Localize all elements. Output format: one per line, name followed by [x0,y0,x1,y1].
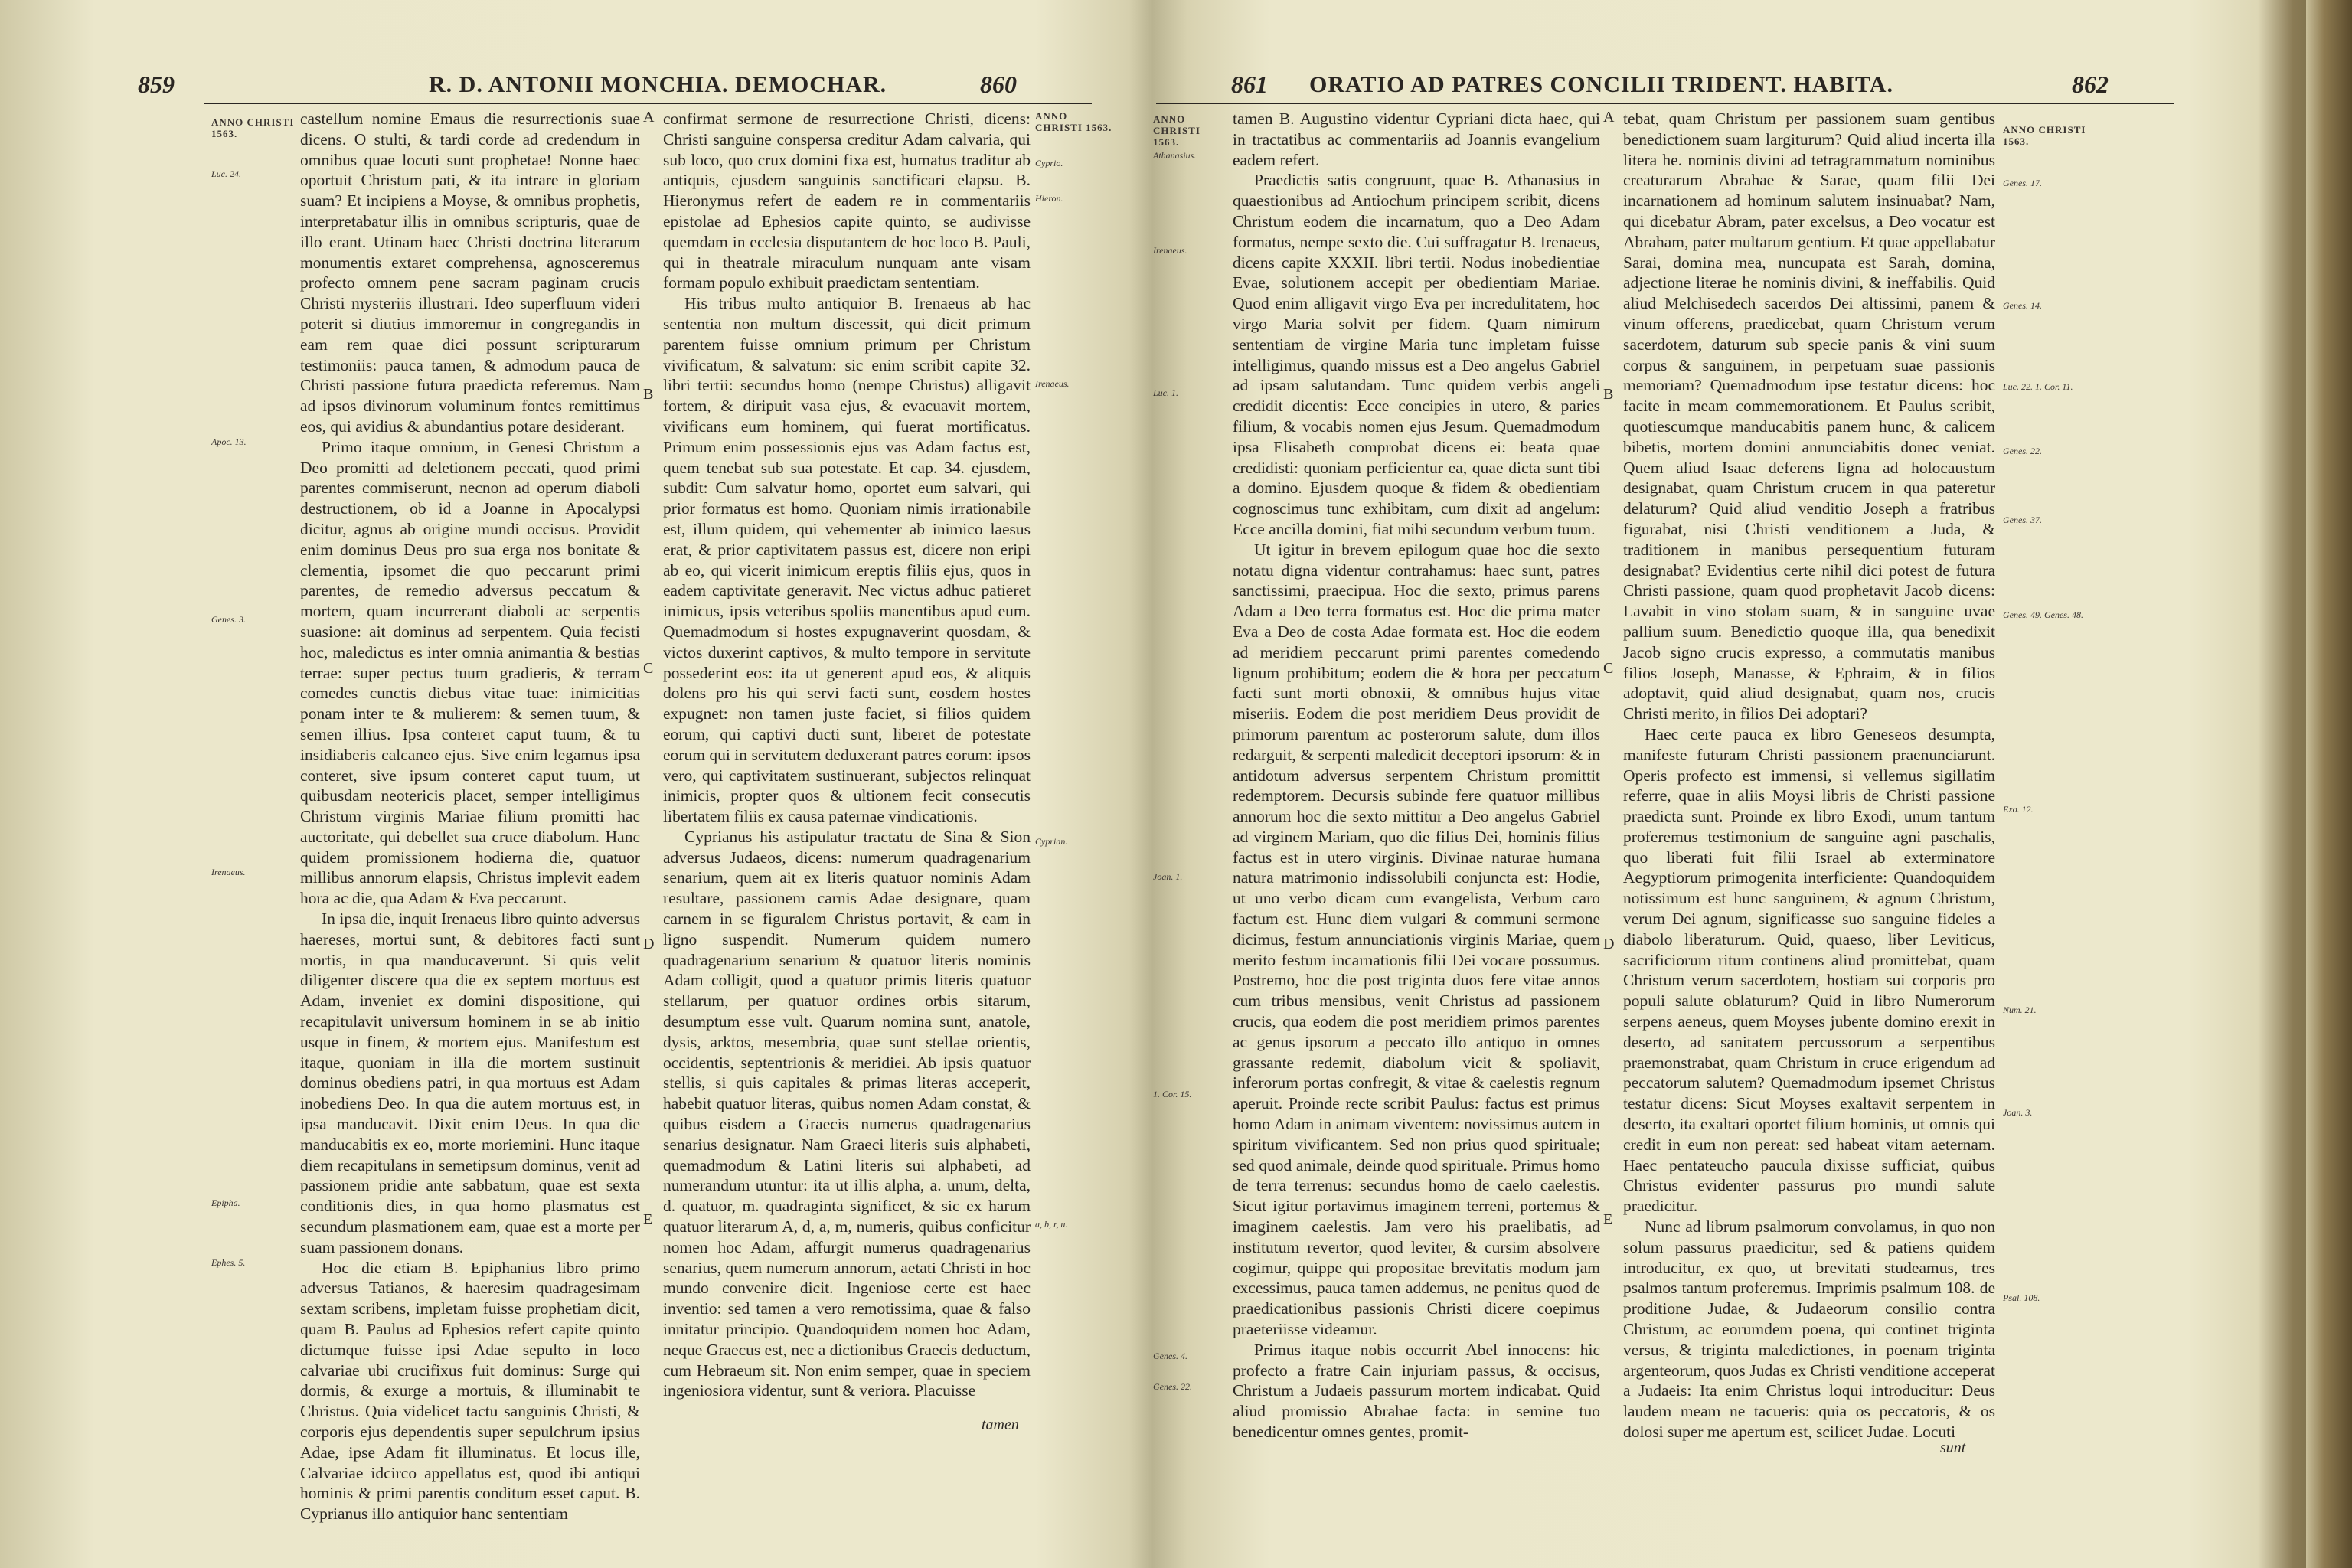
margin-year-note: ANNO CHRISTI 1563. [1035,110,1112,133]
left-page [0,0,1122,1568]
margin-reference: Genes. 4. [1153,1351,1187,1361]
right-page-column-2 [1623,109,1995,1441]
margin-reference: Luc. 22. 1. Cor. 11. [2003,381,2073,392]
page-number: 859 [138,70,175,98]
paragraph: confirmat sermone de resurrectione Christi, dicens: Christi sanguine conspersa creditur Adam calvaria, qui sub loco, quo crux domini fixa est, humatus traditur ab antiquis, ejusdem sanguinis sanctificari elapsu. B. Hieronymus refert de eadem re in commentariis epistolae ad Ephesios capite quinto, se audivisse quemdam in ecclesia disputantem de hoc loco B. Pauli, qui in theatrale miraculum nunquam ante visam formam populo exhibuit praedictam sententiam. [663,109,1031,292]
left-page-column-2 [663,109,1031,1400]
margin-year-note: ANNO CHRISTI 1563. [211,116,295,139]
section-letter: A [643,109,655,126]
catchword: tamen [982,1416,1019,1433]
margin-reference: Num. 21. [2003,1004,2037,1015]
paragraph: Primo itaque omnium, in Genesi Christum a Deo promitti ad deletionem peccati, quod primi parentes commiserunt, necnon ad operum diaboli destructionem, ob id a Joanne in Apocalypsi dicitur, agnus ab origine mundi occisus. Providit enim dominus Deus pro sua erga nos bonitate & clementia, ipsomet die quo peccarunt primi parentes, de remedio adversus peccatum & mortem, quam incurrerant diaboli ac serpentis suasione: ait dominus ad serpentem. Quia fecisti hoc, maledictus es inter omnia animantia & bestias terrae: super pectus tuum gradieris, & terram comedes cunctis diebus vitae tuae: inimicitias ponam inter te & mulierem: & semen tuum, & semen illius. Ipsa conteret caput tuum, & tu insidiaberis calcaneo ejus. Sive enim legamus ipsa conteret, sive ipsum conteret caput tuum, ut quibusdam neotericis placet, semper intelligimus Christum virginis Mariae filium promitti hac auctoritate, qui debellet sua cruce diabolum. Hanc quidem promissionem hodierna die, quatuor millibus annorum elapsis, Christus implevit eadem hora ac die, qua Adam & Eva peccarunt. [300,437,640,908]
book-edge [2306,0,2352,1568]
margin-reference: Irenaeus. [1035,378,1070,389]
margin-reference: a, b, r, u. [1035,1219,1068,1230]
paragraph: castellum nomine Emaus die resurrectionis suae dicens. O stulti, & tardi corde ad credendum in omnibus quae locuti sunt prophetae! Nonne haec oportuit Christum pati, & ita intrare in gloriam suam? Et incipiens a Moyse, & omnibus prophetis, interpretabatur illis in omnibus scripturis, quae de illo erant. Utinam haec Christi doctrina literarum monumentis extaret comprehensa, agnosceremus profecto omnem pene sacram paginam crucis Christi mysteriis illustrari. Ideo superfluum videri poterit si diutius immoremur in congregandis in eam rem quae dici possunt scripturarum testimoniis: pauca tamen, & admodum pauca de Christi passione futura praedicta referemus. Nam ad ipsos divinorum voluminum fontes remittimus eos, qui avidius & abundantius potare desiderant. [300,109,640,436]
margin-reference: Athanasius. [1153,150,1197,161]
section-letter: C [643,660,654,677]
margin-reference: Genes. 3. [211,614,246,625]
paragraph: Nunc ad librum psalmorum convolamus, in quo non solum passurus praedicitur, sed & patiens quidem introducitur, ex quo, ut brevitati studeamus, tres psalmos tantum proferemus. Imprimis psalmum 108. de proditione Judae, & Judaeorum consilio contra Christum, ac eorumdem poena, qui continet triginta versus, & triginta maledictiones, in poenam triginta argenteorum, quos Judas ex Christi venditione acceperat a Judaeis: Ita enim Christus loqui introducitur: Deus laudem meam ne tacueris: quia os peccatoris, & os dolosi super me apertum est, scilicet Judae. Locuti [1623,1217,1995,1441]
page-number: 862 [2072,70,2109,98]
margin-reference: Genes. 22. [1153,1381,1192,1392]
margin-reference: Genes. 14. [2003,300,2042,311]
margin-reference: 1. Cor. 15. [1153,1089,1192,1099]
margin-reference: Irenaeus. [1153,245,1187,256]
margin-reference: Exo. 12. [2003,804,2034,815]
margin-reference: Irenaeus. [211,867,246,877]
paragraph: Ut igitur in brevem epilogum quae hoc die sexto notatu digna videntur contrahamus: haec sunt, patres sanctissimi, praecipua. Hoc die sexto, primus parens Adam a Deo terra formatus est. Hoc die prima mater Eva a Deo de costa Adae formata est. Hoc die eodem ad meridiem peccarunt primi parentes comedendo lignum prohibitum; eodem die & hora per peccatum facti sunt morti obnoxii, & omnibus hujus vitae miseriis. Eodem die post meridiem Deus providit de primorum parentum ac posterorum salute, dum illos redarguit, & serpenti maledicit deceptori ipsorum: & in antidotum adversus serpentem Christum promittit redemptorem. Decursis subinde fere quatuor millibus annorum hoc die sexto mittitur a Deo angelus Gabriel ad virginem Mariam, quo die filius Dei, hominis filius factus est in utero virginis. Divinae naturae humana natura matrimonio indissolubili conjuncta est: Hodie, ut uno verbo dicam cum evangelista, Verbum caro factum est. Hunc diem vulgari & communi sermone dicimus, festum annunciationis virginis Mariae, quem merito festum incarnationis filii Dei vocare possumus. Postremo, hoc die post triginta duos fere vitae annos cum tribus mensibus, venit Christus ad passionem crucis, qua eodem die post meridiem primos parentes ac genus ipsorum a peccato illo antiquo in omnes grassante redemit, diabolum vicit & spoliavit, inferorum portas confregit, & vitae & caelestis regnum aperuit. Proinde recte scribit Paulus: factus est primus homo Adam in animam viventem: novissimus autem in spiritum vivificantem. Sed non prius quod spirituale; sed quod animale, deinde quod spirituale. Primus homo de terra terrenus: secundus homo de caelo caelestis. Sicut igitur portavimus imaginem terreni, portemus & imaginem caelestis. Jam vero his praelibatis, ad institutum revertor, quod leviter, & cursim absolvere cogimur, quippe qui propositae brevitatis modum jam excessimus, pauca tamen addemus, ne penitus quod de praedicationibus passionis Christi dicere coepimus praeteriisse videamur. [1233,540,1600,1339]
margin-reference: Luc. 24. [211,168,241,179]
catchword: sunt [1940,1439,1966,1456]
margin-reference: Luc. 1. [1153,387,1178,398]
paragraph: Hoc die etiam B. Epiphanius libro primo adversus Tatianos, & haeresim quadragesimam sextam scribens, impletam fuisse prophetiam dicit, quam B. Paulus ad Ephesios refert capite quinto dictumque fuisse ipsi Adae sepulto in loco calvariae ubi crucifixus fuit dominus: Surge qui dormis, & exurge a mortuis, & illuminabit te Christus. Quia videlicet tactu sanguinis Christi, & corporis ejus dependentis super sepulchrum ipsius Adae, ipse Adam fit illuminatus. Et locus ille, Calvariae idcirco appellatus est, quod ibi antiqui hominis & primi parentis conditum esset caput. B. Cyprianus illo antiquior hanc sententiam [300,1258,640,1524]
paragraph: Praedictis satis congruunt, quae B. Athanasius in quaestionibus ad Antiochum principem scribit, dicens Christum eodem die incarnatum, quo a Deo Adam formatus, nempe sexto die. Cui suffragatur B. Irenaeus, dicens capite XXXII. libri tertii. Nodus inobedientiae Evae, solutionem accepit per obedientiam Mariae. Quod enim alligavit virgo Eva per incredulitatem, hoc virgo Maria solvit per fidem. Quam nimirum sententiam de virgine Maria tunc impletam fuisse intelligimus, quando missus est a Deo angelus Gabriel ad ipsam salutandam. Tunc quidem verbis angeli credidit dicentis: Ecce concipies in utero, & paries filium, & vocabis nomen ejus Jesum. Quemadmodum ipsa Elisabeth comprobat dicens ei: beata quae credidisti: quoniam perficientur ea, quae dicta sunt tibi a domino. Ejusdem quoque & fidem & obedientiam cognoscimus tunc exhibitam, cum dixit ad angelum: Ecce ancilla domini, fiat mihi secundum verbum tuum. [1233,171,1600,538]
paragraph: tamen B. Augustino videntur Cypriani dicta haec, qui in tractatibus ac commentariis ad Joannis evangelium eadem refert. [1233,109,1600,169]
margin-reference: Ephes. 5. [211,1257,246,1268]
margin-year-note: ANNO CHRISTI 1563. [2003,124,2086,147]
left-page-column-1 [300,109,640,1524]
margin-year-note: ANNO CHRISTI 1563. [1153,113,1200,148]
running-head: R. D. ANTONII MONCHIA. DEMOCHAR. [429,72,887,97]
section-letter: D [1603,936,1615,952]
left-margin-notes [1153,109,1230,1392]
page-number: 861 [1231,70,1268,98]
section-letter: D [643,936,655,952]
margin-reference: Epipha. [211,1197,240,1208]
right-margin-notes [1035,109,1118,1380]
section-letter: A [1603,109,1615,126]
margin-reference: Psal. 108. [2003,1292,2040,1303]
paragraph: His tribus multo antiquior B. Irenaeus ab hac sententia non multum discessit, qui dicit primum parentem fuisse omnium primum per Christum vivificatum, & salvatum: sic enim scribit capite 32. libri tertii: secundus homo (nempe Christus) alligavit fortem, & diripuit vasa ejus, & evacuavit mortem, vivificans eum hominem, qui fuerat mortificatus. Primum enim possessionis ejus vas Adam factus est, quem tenebat sub sua potestate. Et cap. 34. ejusdem, subdit: Cum salvatur homo, oportet eum salvari, qui prior formatus est homo. Quoniam nimis irrationabile est, illum quidem, qui vehementer ab inimico laesus erat, & prior captivitatem passus est, dicere non eripi ab eo, qui vicerit inimicum ereptis filiis ejus, quos in eadem captivitate generavit. Nec victus adhuc patieret inimicus, ipsis veteribus spoliis manentibus apud eum. Quemadmodum si hostes expugnaverint quosdam, & victos duxerint captivos, & multo tempore in servitute possederint eos: ita ut generent apud eos, & aliquis dolens pro his qui servi facti sunt, eosdem hostes expugnet: non tamen juste faciet, si filios quidem eorum, qui captivi ducti sunt, liberet de potestate eorum qui in servitutem deduxerant patres eorum: ipsos vero, qui captivitatem sustinuerant, subjectos relinquat inimicis, propter quos & ultionem fecit consecutis libertatem filiis ex causa paternae vindicationis. [663,294,1031,826]
margin-reference: Joan. 3. [2003,1107,2033,1118]
margin-reference: Apoc. 13. [211,436,247,447]
paragraph: Haec certe pauca ex libro Geneseos desumpta, manifeste futuram Christi passionem praenunciarunt. Operis profecto est immensi, si vellemus sigillatim referre, quae in aliis Moysi libris de Christi passione praedicta sunt. Proinde ex libro Exodi, unum tantum proferemus testimonium de sanguine agni paschalis, quo liberati fuit filii Israel ab exterminatore Aegyptiorum primogenita interficiente: Quandoquidem notissimum est hunc sanguinem, & agnum Christum, verum Dei agnum, significasse suo sanguine fideles a diabolo liberaturum. Quid, quaeso, liber Leviticus, sacrificiorum ritum continens aliud promittebat, quam Christum verum sacerdotem, hostiam sui corporis pro populi salute oblaturum? Quid in libro Numerorum serpens aeneus, quem Moyses jubente domino erexit in deserto, ad sanitatem percussorum a serpentibus praemonstrabat, quam Christum in cruce erigendum ad peccatorum salutem? Quemadmodum ipsemet Christus testatur dicens: Sicut Moyses exaltavit serpentem in deserto, ita exaltari oportet filium hominis, ut omnis qui credit in eum non pereat: sed habeat vitam aeternam. Haec pentateucho paucula dixisse sufficiat, quibus Christus evidenter passurus pro mundi salute praedicitur. [1623,724,1995,1216]
margin-reference: Genes. 22. [2003,446,2042,456]
header-rule [204,103,1092,104]
section-letter: B [1603,386,1614,403]
margin-reference: Genes. 37. [2003,514,2042,525]
section-letter: E [643,1211,653,1228]
margin-reference: Hieron. [1035,193,1063,204]
right-margin-notes [2003,109,2087,1380]
margin-reference: Cyprio. [1035,158,1063,168]
right-page-column-1 [1233,109,1600,1441]
running-head: ORATIO AD PATRES CONCILII TRIDENT. HABITA. [1309,72,1893,97]
paragraph: Cyprianus his astipulatur tractatu de Sina & Sion adversus Judaeos, dicens: numerum quadragenarium senarium, quem ait ex literis quatuor nominis Adam resultare, passionem carnis Adae designare, quam carnem in se figuralem Christus portavit, & eam in ligno suspendit. Numerum quidem numero quadragenarium senarium & quatuor literis nominis Adam colligit, quod a quatuor primis literis quatuor stellarum, per quatuor ordines orbis sitarum, desumptum esse vult. Quarum nomina sunt, anatole, dysis, arktos, mesembria, quae sunt stellae orientis, occidentis, septentrionis & meridiei. Ab ipsis quatuor stellis, si quis capitales & primas literas acceperit, habebit quatuor literas, quibus nomen Adam constat, & quibus eisdem a Graecis numerus quadragenarius senarius designatur. Nam Graeci literis suis alphabeti, quemadmodum & Latini literis sui alphabeti, ad numerandum utuntur: ita ut illis alpha, a. unum, delta, d. quatuor, m. quadraginta significet, & sic ex harum quatuor literarum A, d, a, m, numeris, quibus conficitur nomen hoc Adam, affurgit numerus quadragenarius senarius, quem numerum annorum, aetati Christi in hoc mundo convenire dicit. Ingeniose certe est haec inventio: sed tamen a vero remotissima, quae & falso innitatur principio. Quandoquidem nomen hoc Adam, neque Graecus est, nec a dictionibus Graecis deductum, cum Hebraeum sit. Non enim semper, quae in speciem ingeniosiora videntur, sunt & veriora. Placuisse [663,827,1031,1400]
page-number: 860 [980,70,1017,98]
left-margin-notes [211,109,303,1380]
section-letter: E [1603,1211,1613,1228]
margin-reference: Joan. 1. [1153,871,1183,882]
paragraph: In ipsa die, inquit Irenaeus libro quinto adversus haereses, mortui sunt, & debitores facti sunt mortis, in qua manducaverunt. Si quis velit diligenter discere qua die ex septem mortuus est Adam, inveniet ex domini dispositione, qui recapitulavit universum hominem in se ab initio usque in finem, & mortem ejus. Manifestum est itaque, quoniam in illa die mortem sustinuit dominus obediens patri, in qua mortuus est Adam inobediens Deo. In qua die autem mortuus est, in ipsa manducavit. Dixit enim Deus. In qua die manducabitis ex eo, morte moriemini. Hunc itaque diem recapitulans in semetipsum dominus, venit ad passionem pridie ante sabbatum, quae est sexta conditionis dies, in qua homo plasmatus est secundum plasmationem eam, quae est a morte per suam passionem donans. [300,910,640,1256]
margin-reference: Genes. 17. [2003,178,2042,188]
paragraph: tebat, quam Christum per passionem suam gentibus benedictionem suam largiturum? Quid aliud incerta illa litera he. nominis divini ad tetragrammatum nominibus creaturarum Abrahae & Sarae, quam filii Dei incarnationem ad hominum salutem insinuabat? Nam, qui dicebatur Abram, pater excelsus, a Deo vocatur est Abraham, pater multarum gentium. Et quae appellabatur Sarai, domina mea, nuncupata est Sarah, domina, adjectione literae he nominis divini, & ineffabilis. Quid aliud Melchisedech sacerdos Dei altissimi, panem & vinum offerens, praedicebat, quam Christum verum sacerdotem, daturum sub specie panis & vini suum corpus & sanguinem, in perpetuam suae passionis memoriam? Quemadmodum ipse testatur dicens: hoc facite in meam commemorationem. Et Paulus scribit, quotiescumque manducabitis panem hunc, & calicem bibetis, mortem domini annunciabitis donec veniat. Quem aliud Isaac deferens ligna ad holocaustum designabat, quam Christum crucem in qua pateretur delaturum? Quid aliud venditio Joseph a fratribus figurabat, nisi Christi venditionem a Juda, & traditionem in manibus persequentium futuram designabat? Evidentius certe nihil dici potest de futura Christi passione, quam quod prophetavit Jacob dicens: Lavabit in vino stolam suam, & in sanguine uvae pallium suum. Benedictio quoque illa, qua benedixit Jacob signo crucis expresso, a commutatis manibus filios Joseph, Manasse, & Ephraim, & in filios adoptavit, quid aliud designabat, quam nos, crucis Christi merito, in filios Dei adoptari? [1623,109,1995,724]
margin-reference: Cyprian. [1035,836,1068,847]
section-letter: B [643,386,654,403]
header-rule [1156,103,2174,104]
paragraph: Primus itaque nobis occurrit Abel innocens: hic profecto a fratre Cain injuriam passus, & occisus, Christum a Judaeis passurum mortem indicabat. Quid aliud promissio Abrahae facta: in semine tuo benedicentur omnes gentes, promit- [1233,1340,1600,1441]
margin-reference: Genes. 49. Genes. 48. [2003,609,2083,620]
section-letter: C [1603,660,1614,677]
right-page [1133,0,2266,1568]
